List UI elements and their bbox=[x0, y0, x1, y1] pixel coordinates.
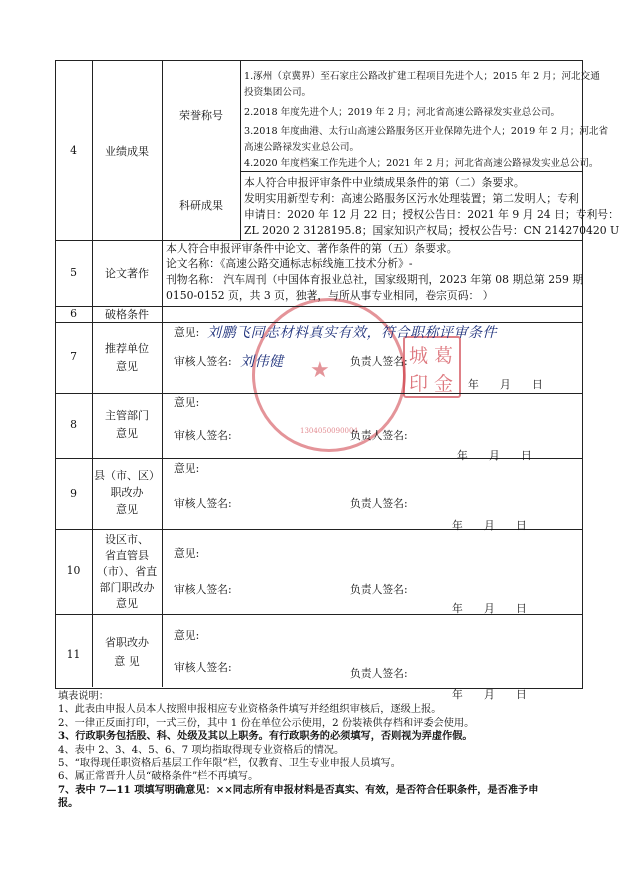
row-divider bbox=[55, 614, 582, 615]
research-line: 申请日：2020 年 12 月 22 日；授权公告日：2021 年 9 月 24 日；专利号： bbox=[244, 208, 619, 221]
row-divider bbox=[55, 393, 582, 394]
leader-signature-label: 负责人签名: bbox=[350, 355, 408, 368]
instruction-item: 报。 bbox=[58, 797, 79, 810]
honor-line: 1.涿州（京冀界）至石家庄公路改扩建工程项目先进个人；2015 年 2 月；河北交通 bbox=[244, 71, 600, 82]
row-divider bbox=[55, 322, 582, 323]
row-number: 10 bbox=[66, 564, 81, 577]
research-line: 发明实用新型专利：高速公路服务区污水处理装置；第二发明人；专利 bbox=[244, 192, 579, 205]
date-day: 日 bbox=[532, 378, 543, 391]
row-divider bbox=[55, 458, 582, 459]
row-number: 5 bbox=[70, 266, 77, 279]
honor-label: 荣誉称号 bbox=[179, 109, 223, 122]
row-title: 意见 bbox=[116, 597, 138, 610]
row-number: 7 bbox=[70, 350, 77, 363]
date-year: 年 bbox=[452, 688, 463, 701]
date-day: 日 bbox=[516, 688, 527, 701]
stamp-char: 金 bbox=[434, 373, 454, 395]
instruction-item: 5、“取得现任职资格后基层工作年限”栏，仅教育、卫生专业申报人员填写。 bbox=[58, 758, 401, 770]
research-label: 科研成果 bbox=[179, 199, 223, 212]
honor-line: 高速公路禄发实业总公司。 bbox=[244, 142, 360, 153]
honor-line: 投资集团公司。 bbox=[244, 87, 312, 98]
row-title: 论文著作 bbox=[105, 267, 149, 280]
date-month: 月 bbox=[500, 378, 511, 391]
date-year: 年 bbox=[452, 602, 463, 615]
row-title: 职改办 bbox=[110, 486, 144, 499]
row-title: 推荐单位 bbox=[105, 342, 149, 355]
opinion-label: 意见: bbox=[174, 547, 200, 560]
row-number: 8 bbox=[70, 418, 77, 431]
row-divider bbox=[55, 240, 582, 241]
row-title: 破格条件 bbox=[105, 308, 149, 321]
paper-line: 论文名称：《高速公路交通标志标线施工技术分析》- bbox=[166, 257, 413, 270]
opinion-label: 意见: bbox=[174, 629, 200, 642]
row-divider bbox=[240, 171, 582, 172]
research-line: 本人符合申报评审条件中业绩成果条件的第（二）条要求。 bbox=[244, 176, 525, 189]
row-title: 部门职改办 bbox=[99, 581, 155, 594]
reviewer-signature-label: 审核人签名: bbox=[174, 429, 232, 442]
instruction-item: 2、一律正反面打印，一式三份，其中 1 份在单位公示使用，2 份装裱供存档和评委会使用。 bbox=[58, 717, 475, 729]
date-day: 日 bbox=[521, 449, 532, 462]
instruction-item: 6、属正常晋升人员“破格条件”栏不再填写。 bbox=[58, 771, 259, 783]
col-divider bbox=[240, 60, 241, 240]
seal-star-icon: ★ bbox=[310, 358, 330, 383]
leader-signature-label: 负责人签名: bbox=[350, 667, 408, 680]
row-title: 设区市、 bbox=[105, 533, 149, 546]
stamp-char: 印 bbox=[409, 373, 429, 395]
paper-line: 0150-0152 页，共 3 页，独著，与所从事专业相同，卷宗页码： ） bbox=[166, 289, 494, 302]
row-title: （市）、省直 bbox=[96, 565, 158, 578]
stamp-char: 葛 bbox=[434, 345, 454, 367]
paper-line: 刊物名称： 汽车周刊（中国体育报业总社，国家级期刊，2023 年第 08 期总第 259 期 bbox=[166, 273, 584, 286]
row-title: 省直管县 bbox=[105, 549, 149, 562]
seal-number: 1304050090004 bbox=[300, 427, 358, 435]
opinion-label: 意见: bbox=[174, 326, 200, 339]
instruction-item: 4、表中 2、3、4、5、6、7 项均指取得现专业资格后的情况。 bbox=[58, 744, 345, 756]
honor-line: 2.2018 年度先进个人；2019 年 2 月；河北省高速公路禄发实业总公司。 bbox=[244, 107, 561, 118]
reviewer-signature-label: 审核人签名: bbox=[174, 497, 232, 510]
date-year: 年 bbox=[457, 449, 468, 462]
date-day: 日 bbox=[516, 602, 527, 615]
date-year: 年 bbox=[468, 378, 479, 391]
reviewer-signature-label: 审核人签名: bbox=[174, 355, 232, 368]
instruction-item: 1、此表由申报人员本人按照申报相应专业资格条件填写并经组织审核后，逐级上报。 bbox=[58, 704, 442, 716]
reviewer-signature: 刘伟健 bbox=[240, 354, 284, 370]
leader-signature-label: 负责人签名: bbox=[350, 497, 408, 510]
date-day: 日 bbox=[516, 519, 527, 532]
row-title: 省职改办 bbox=[105, 636, 149, 649]
row-divider bbox=[55, 529, 582, 530]
date-month: 月 bbox=[489, 449, 500, 462]
honor-line: 3.2018 年度曲港、太行山高速公路服务区开业保障先进个人；2019 年 2 月；河北省 bbox=[244, 126, 609, 137]
honor-line: 4.2020 年度档案工作先进个人；2021 年 2 月；河北省高速公路禄发实业总公司。 bbox=[244, 158, 599, 169]
date-month: 月 bbox=[484, 519, 495, 532]
col-divider bbox=[162, 60, 163, 687]
row-title: 意 见 bbox=[114, 655, 140, 668]
row-number: 11 bbox=[66, 648, 81, 661]
research-line: ZL 2020 2 3128195.8；国家知识产权局；授权公告号：CN 214270420 U bbox=[244, 224, 620, 237]
date-month: 月 bbox=[484, 688, 495, 701]
row-number: 6 bbox=[70, 307, 77, 320]
date-month: 月 bbox=[484, 602, 495, 615]
row-title: 县（市、区） bbox=[94, 469, 160, 482]
row-title: 主管部门 bbox=[105, 409, 149, 422]
row-title: 意见 bbox=[116, 427, 138, 440]
row-number: 4 bbox=[70, 144, 77, 157]
instruction-item: 3、行政职务包括股、科、处级及其以上职务。有行政职务的必须填写，否则视为弄虚作假。 bbox=[58, 730, 473, 743]
reviewer-signature-label: 审核人签名: bbox=[174, 583, 232, 596]
opinion-label: 意见: bbox=[174, 396, 200, 409]
row-title: 意见 bbox=[116, 360, 138, 373]
paper-line: 本人符合申报评审条件中论文、著作条件的第（五）条要求。 bbox=[166, 242, 458, 255]
leader-signature-label: 负责人签名: bbox=[350, 429, 408, 442]
handwritten-opinion: 刘鹏飞同志材料真实有效，符合职称评审条件 bbox=[207, 325, 497, 341]
row-title: 业绩成果 bbox=[105, 145, 149, 158]
opinion-label: 意见: bbox=[174, 462, 200, 475]
date-year: 年 bbox=[452, 519, 463, 532]
form-instructions bbox=[58, 690, 578, 811]
row-number: 9 bbox=[70, 487, 77, 500]
leader-signature-label: 负责人签名: bbox=[350, 583, 408, 596]
instructions-heading: 填表说明： bbox=[58, 691, 109, 702]
instruction-item: 7、表中 7—11 项填写明确意见：××同志所有申报材料是否真实、有效，是否符合任职条件，是否准予申 bbox=[58, 783, 539, 796]
row-title: 意见 bbox=[116, 503, 138, 516]
row-divider bbox=[55, 306, 582, 307]
reviewer-signature-label: 审核人签名: bbox=[174, 661, 232, 674]
stamp-char: 城 bbox=[409, 345, 429, 367]
